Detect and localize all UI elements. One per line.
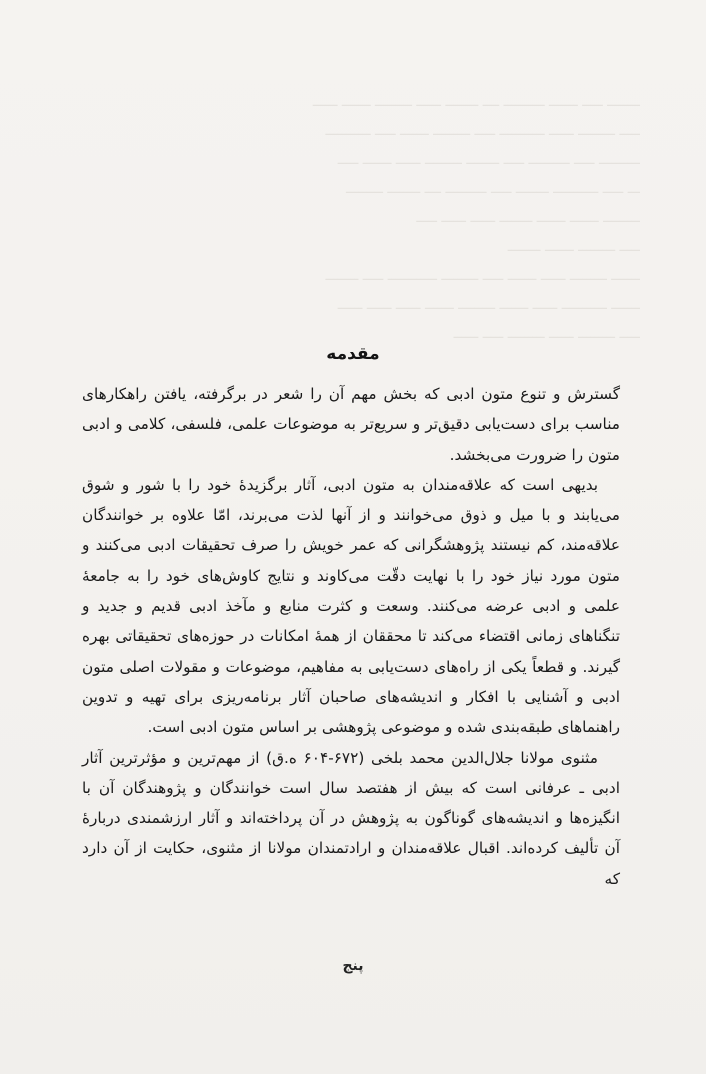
paragraph: گسترش و تنوع متون ادبی که بخش مهم آن را شعر در برگرفته، یافتن راهکارهای مناسب برای دست‌یابی دقیق‌تر و سریع‌تر به موضوعات علمی، فلسفی، کلامی و ادبی متون را ضرورت می‌بخشد. [82, 385, 620, 464]
paragraph: مثنوی مولانا جلال‌الدین محمد بلخی (۶۷۲-۶۰۴ ه.ق) از مهم‌ترین و مؤثرترین آثار ادبی ـ عرفانی است که بیش از هفتصد سال است خوانندگان و پژوهندگان آن با انگیزه‌ها و اندیشه‌های گوناگون به پژوهش در آن پرداخته‌اند و آثار ارزشمندی دربارهٔ آن تألیف کرده‌اند. اقبال علاقه‌مندان و ارادتمندان مولانا از مثنوی، حکایت از آن دارد که [82, 748, 620, 888]
show-through-text: ــــــــ ـــــ ـــــــ ــــــــــ ــــ ــــــــ ــــــ ـــــــــ ـــــــ ــــــ ـــــ ـــــــــ ــــــ ـــــــــــ ـــــ ـــــــــ ـــــــ ـــــ ـــــــــــ ــــــــــ ـــــ ــــــــــ ـــــ ــــــــ ـــــــــ ــــــ ـــــــ ـــــ ـــ ـــــ ـــــــــــ ــــــــ ـــــ ــــــــــ ــــ ــــــــ ـــــــــ ـــــــــ ـــــــ ـــــــ ــــــــ ــــــ ــــــ ـــــ ـــــ ـــــــــ ـــــــ ــــــــ ـــــــ ـــــــــ ــــــ ـــــــ ـــــ ـــــــــ ــــــــــــ ـــــ ــــــــ ـــــــ ـــــــــــ ــــــ ـــــــ ـــــــــ ـــــــ ــــــ ــــــ ــــــ ـــــ ـــــــــ ــــــ ـــــــــ ـــــ ــــــ [312, 94, 640, 342]
body-text [82, 379, 620, 894]
page-title: مقدمه [326, 344, 380, 364]
page-number: پنج [342, 958, 364, 974]
paragraph: بدیهی است که علاقه‌مندان به متون ادبی، آثار برگزیدهٔ خود را با شور و شوق می‌یابند و با میل و ذوق می‌خوانند و از آنها لذت می‌برند، امّا علاوه بر خوانندگان علاقه‌مند، کم نیستند پژوهشگرانی که عمر خویش را صرف تحقیقات ادبی می‌کنند و متون مورد نیاز خود را با نهایت دقّت می‌کاوند و نتایج کاوش‌های خود را به جامعهٔ علمی و ادبی عرضه می‌کنند. وسعت و کثرت منابع و مآخذ ادبی قدیم و جدید و تنگناهای زمانی اقتضاء می‌کند تا محققان از همهٔ امکانات در حوزه‌های تحقیقاتی بهره گیرند. و قطعاً یکی از راه‌های دست‌یابی به مفاهیم، موضوعات و مقولات اصلی متون ادبی و آشنایی با افکار و اندیشه‌های صاحبان آثار برنامه‌ریزی برای تهیه و تدوین راهنماهای طبقه‌بندی شده و موضوعی پژوهشی بر اساس متون ادبی است. [82, 475, 620, 737]
